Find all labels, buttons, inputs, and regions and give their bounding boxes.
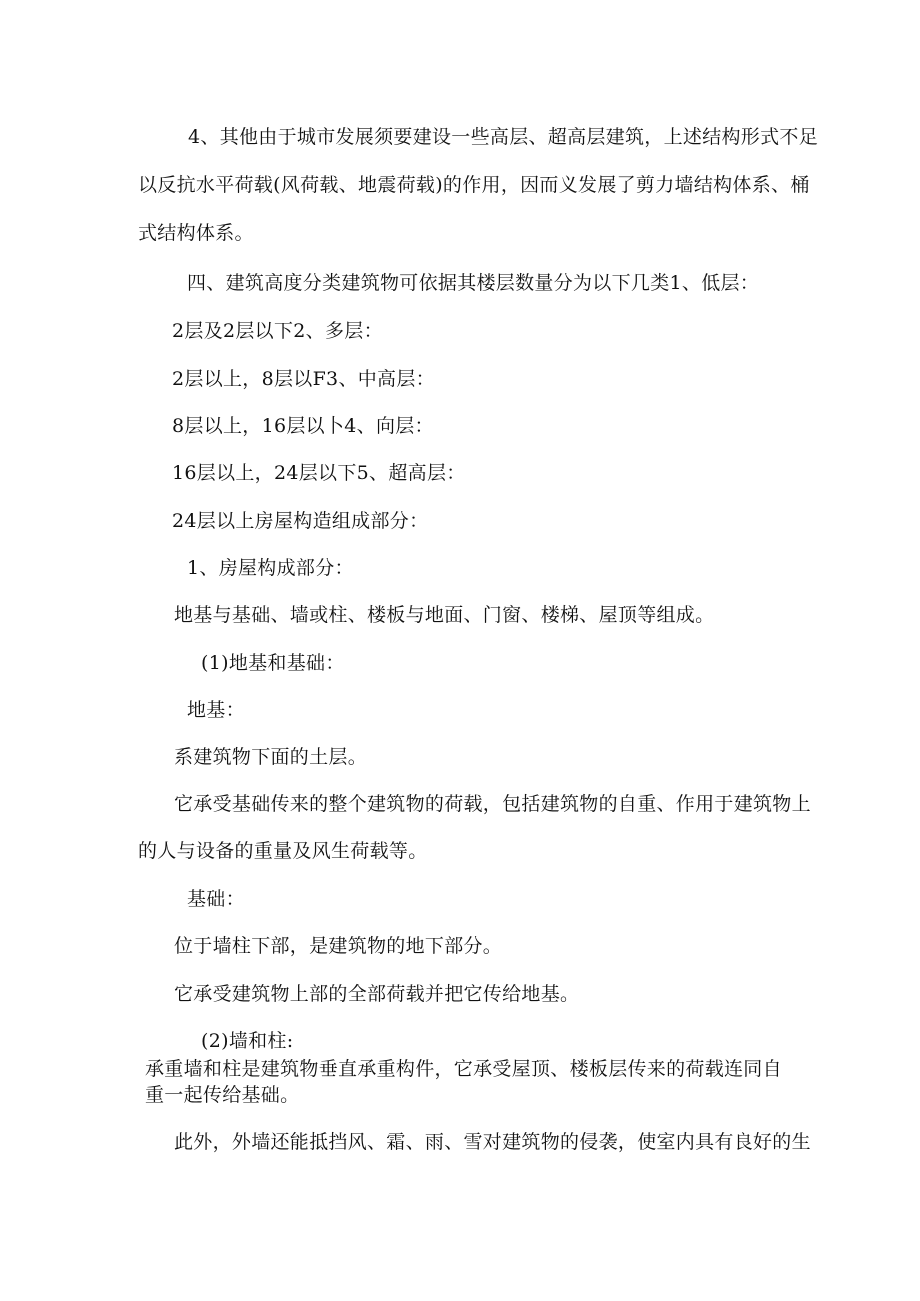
text-line: 地基： [187,699,245,721]
text-line: 它承受建筑物上部的全部荷载并把它传给地基。 [174,983,580,1005]
text-line: 以反抗水平荷载(风荷载、地震荷载)的作用，因而义发展了剪力墙结构体系、桶 [138,174,810,196]
text-line: 它承受基础传来的整个建筑物的荷载，包括建筑物的自重、作用于建筑物上 [174,793,811,815]
text-line: 地基与基础、墙或柱、楼板与地面、门窗、楼梯、屋顶等组成。 [174,604,715,626]
text-line: 8层以上，16层以卜4、向层： [172,415,434,437]
text-line: 位于墙柱下部，是建筑物的地下部分。 [174,935,503,957]
text-line: 重一起传给基础。 [145,1084,300,1106]
text-line: (1)地基和基础： [201,652,345,674]
text-line: (2)墙和柱: [201,1030,294,1052]
text-line: 的人与设备的重量及风生荷载等。 [138,840,428,862]
text-line: 基础： [187,888,245,910]
text-line: 1、房屋构成部分： [187,557,354,579]
text-line: 系建筑物下面的土层。 [174,746,368,768]
text-line: 承重墙和柱是建筑物垂直承重构件，它承受屋顶、楼板层传来的荷载连同自 [145,1058,782,1080]
text-line: 2层及2层以下2、多层： [172,320,383,342]
text-line: 此外，外墙还能抵挡风、霜、雨、雪对建筑物的侵袭，使室内具有良好的生 [174,1131,811,1153]
text-line: 4、其他由于城市发展须要建设一些高层、超高层建筑，上述结构形式不足 [188,126,818,148]
text-line: 四、建筑高度分类建筑物可依据其楼层数量分为以下几类1、低层： [187,272,760,294]
text-line: 24层以上房屋构造组成部分： [172,510,429,532]
text-line: 2层以上，8层以F3、中高层： [172,368,435,390]
text-line: 16层以上，24层以下5、超高层： [172,462,466,484]
text-line: 式结构体系。 [138,222,254,244]
